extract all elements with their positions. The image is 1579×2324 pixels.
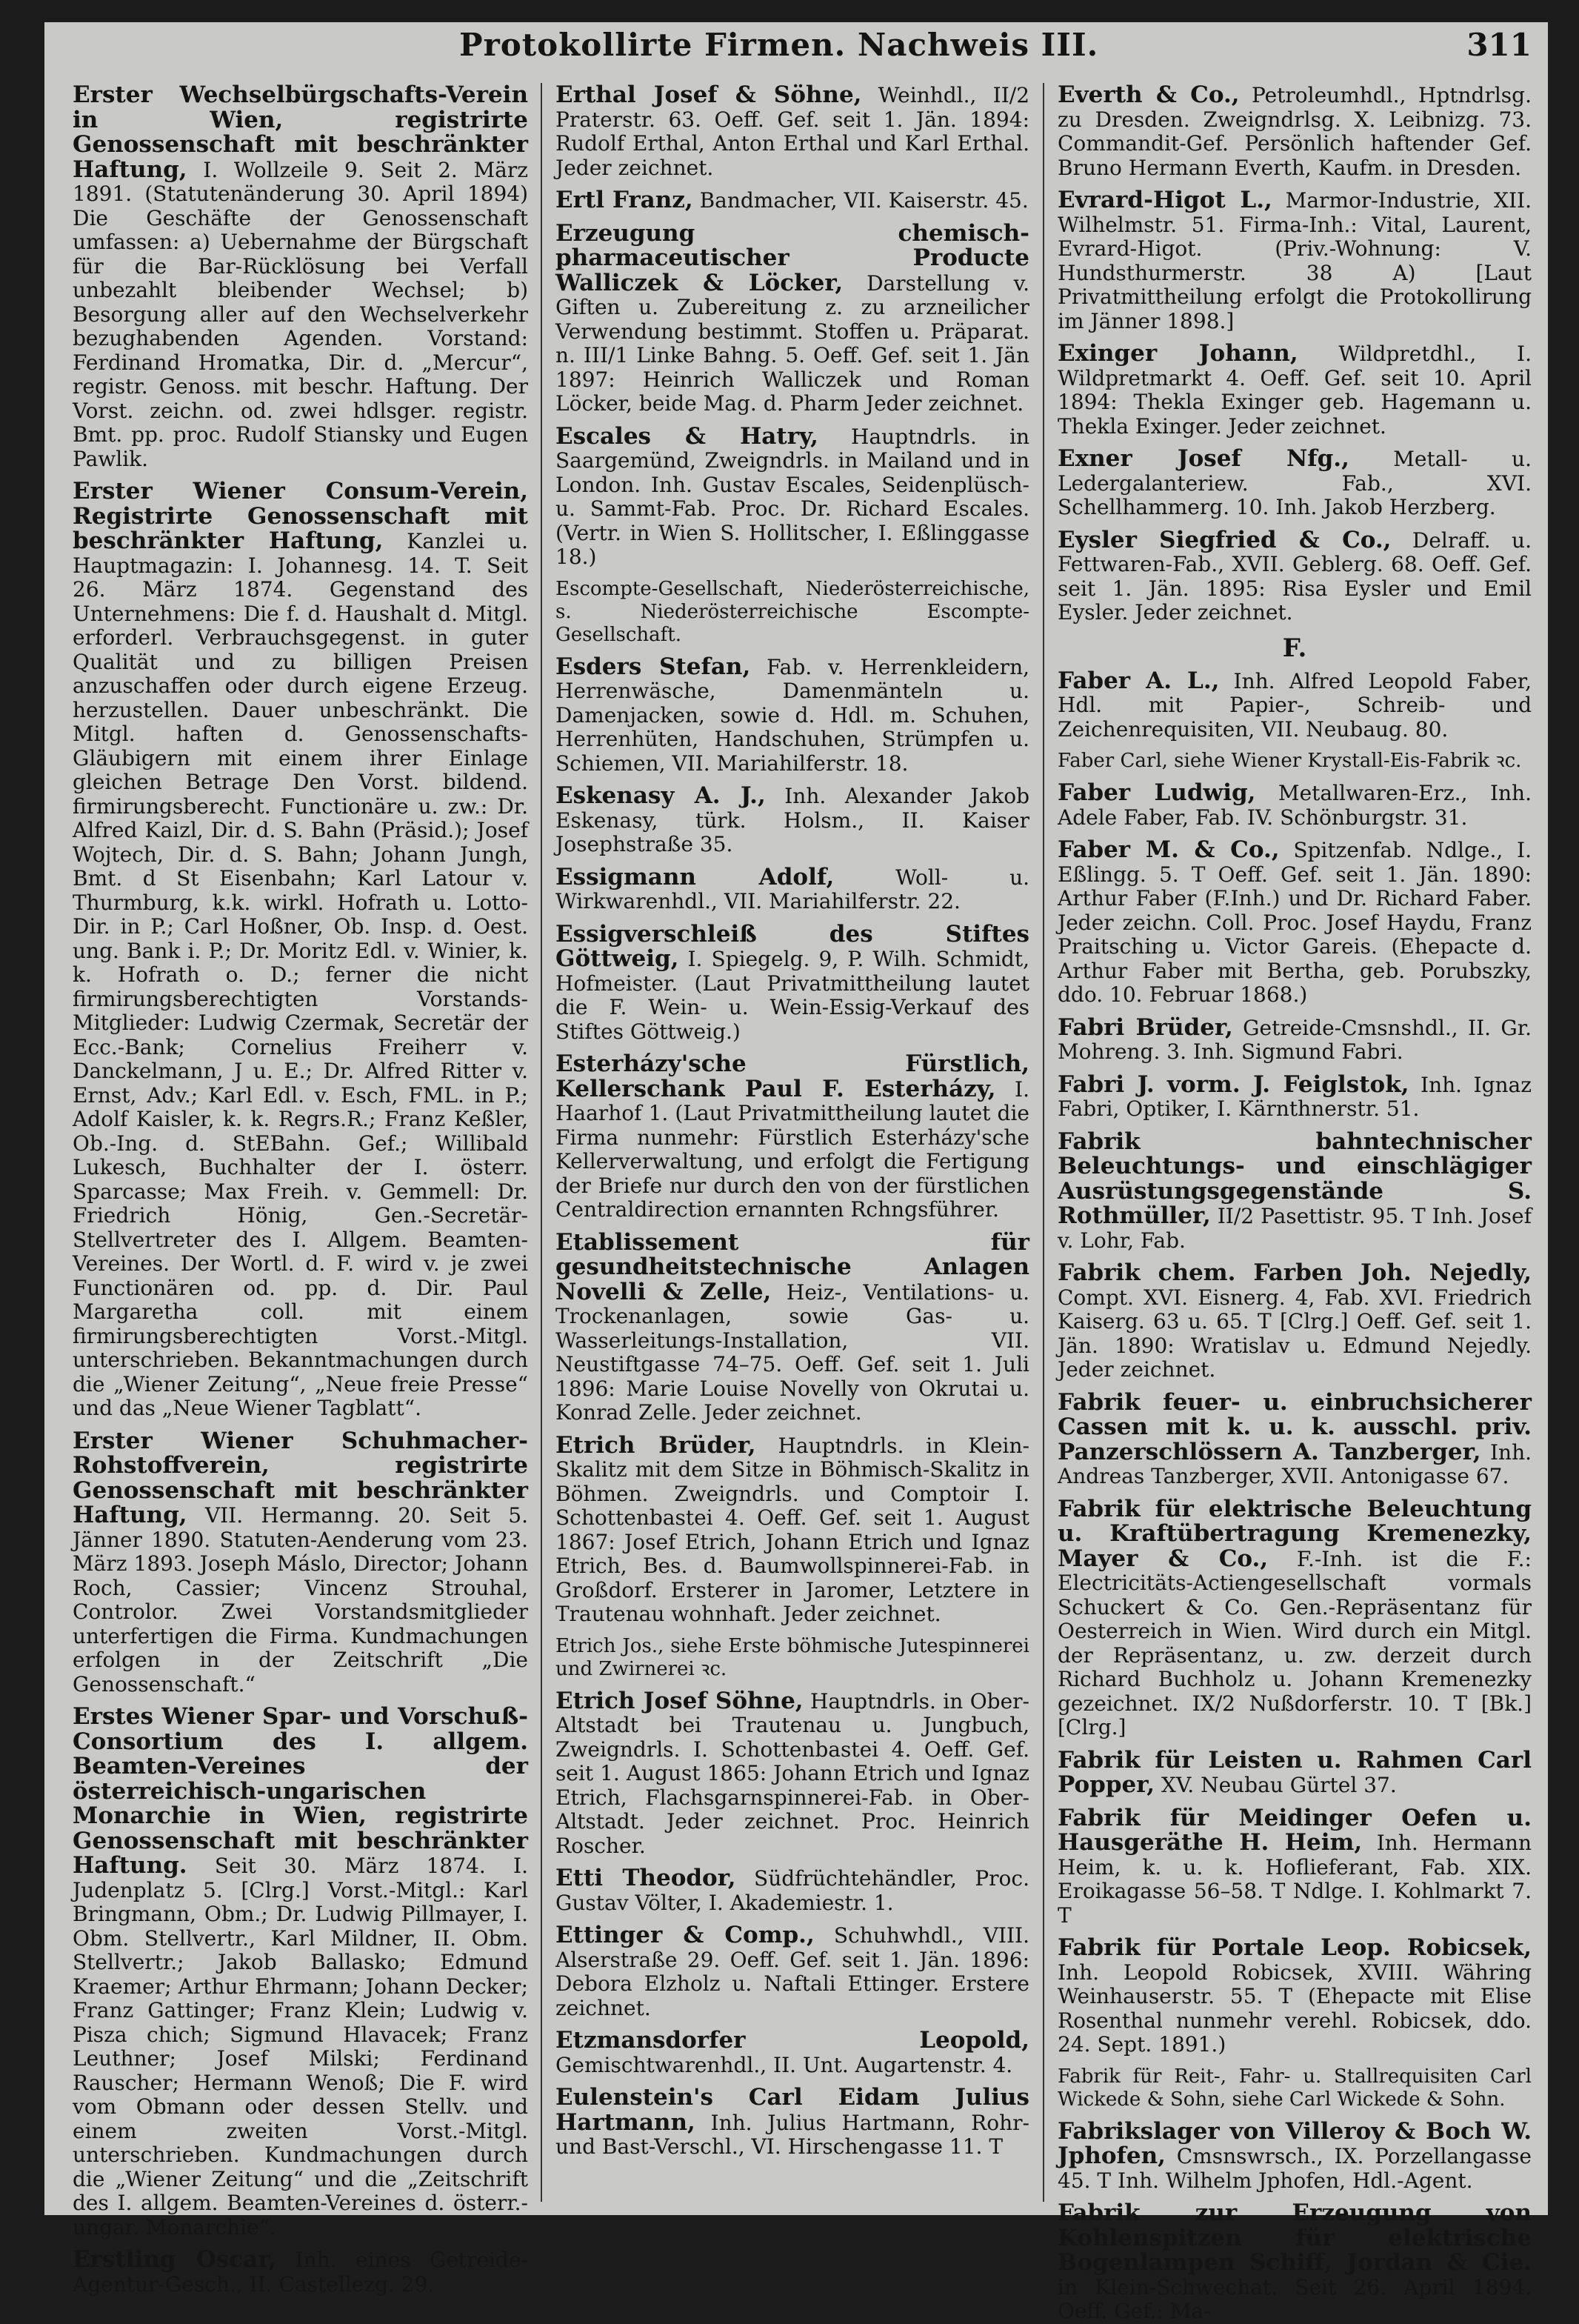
directory-entry xyxy=(1058,2201,1532,2324)
directory-entry xyxy=(1058,2117,1532,2194)
directory-entry xyxy=(555,922,1029,1045)
firm-name: Fabrik bahntechnischer Beleuchtungs- und einschlägiger Ausrüstungsgegenstände S. Rothmüller, xyxy=(1058,1128,1532,1229)
firm-name: Etzmansdorfer Leopold, xyxy=(555,2027,1029,2054)
firm-name: Esders Stefan, xyxy=(555,653,751,680)
firm-name: Erstes Wiener Spar- und Vorschuß-Consortium des I. allgem. Beamten-Vereines der österreichisch-ungarischen Monarchie in Wien, registrirte Genossenschaft mit beschränkter Haftung. xyxy=(73,1703,528,1879)
firm-name: Fabrik zur Erzeugung von Kohlenspitzen für elektrische Bogenlampen Schiff, Jordan & Cie. xyxy=(1058,2200,1532,2276)
entry-text: Inh. Leopold Robicsek, XVIII. Währing Weinhauserstr. 55. T (Ehepacte mit Elise Rosenthal nunmehr verehl. Robicsek, ddo. 24. Sept. 1891.) xyxy=(1058,1960,1532,2057)
entry-text: Inh. eines Getreide-Agentur-Gesch., II. Castellezg. 29. xyxy=(73,2248,528,2297)
directory-entry xyxy=(555,578,1029,647)
entry-text: Spitzenfab. Ndlge., I. Eßlingg. 5. T Oeff. Gef. seit 1. Jän. 1890: Arthur Faber (F.Inh.) und Dr. Richard Faber. Jeder zeichn. Coll. Proc. Josef Haydu, Franz Praitsching u. Victor Gareis. (Ehepacte d. Arthur Faber mit Bertha, geb. Porubszky, ddo. 10. Februar 1868.) xyxy=(1058,838,1532,1007)
directory-entry xyxy=(555,1635,1029,1681)
directory-entry xyxy=(1058,447,1532,520)
entry-text: Inh. Julius Hartmann, Rohr- und Bast-Verschl., VI. Hirschengasse 11. T xyxy=(555,2110,1029,2159)
entry-text: F.-Inh. ist die F.: Electricitäts-Actiengesellschaft vormals Schuckert & Co. Gen.-Repräsentanz für Oesterreich in Wien. Wird durch ein Mitgl. der Repräsentanz, u. zw. derzeit durch Richard Buchholz u. Johann Kremenezky gezeichnet. IX/2 Nußdorferstr. 10. T [Bk.] [Clrg.] xyxy=(1058,1546,1532,1739)
entry-text: Hauptndrls. in Saargemünd, Zweigndrls. in Mailand und in London. Inh. Gustav Escales, Seidenplüsch-u. Sammt-Fab. Proc. Dr. Richard Escales. (Vertr. in Wien S. Hollitscher, I. Eßlinggasse 18.) xyxy=(555,424,1029,569)
entry-text: Weinhdl., II/2 Praterstr. 63. Oeff. Gef. seit 1. Jän. 1894: Rudolf Erthal, Anton Erthal und Karl Erthal. Jeder zeichnet. xyxy=(555,83,1030,180)
firm-name: Erster Wiener Consum-Verein, Registrirte Genossenschaft mit beschränkter Haftung, xyxy=(73,478,528,554)
entry-text: Delraff. u. Fettwaren-Fab., XVII. Geblerg. 68. Oeff. Gef. seit 1. Jän. 1895: Risa Eysler und Emil Eysler. Jeder zeichnet. xyxy=(1058,527,1532,625)
firm-name: Escales & Hatry, xyxy=(555,422,818,450)
entry-text: in Klein-Schwechat. Seit 26. April 1894. Oeff. Gef.: Ma- xyxy=(1058,2274,1532,2323)
directory-entry xyxy=(1058,528,1532,625)
firm-name: Etablissement für gesundheitstechnische Anlagen Novelli & Zelle, xyxy=(555,1228,1029,1305)
firm-name: Etrich Josef Söhne, xyxy=(555,1687,804,1714)
firm-name: Fabrikslager von Villeroy & Boch W. Jphofen, xyxy=(1058,2117,1532,2169)
firm-name: Fabrik für Leisten u. Rahmen Carl Popper, xyxy=(1058,1746,1532,1798)
entry-text: Metall- u. Ledergalanteriew. Fab., XVI. Schellhammerg. 10. Inh. Jakob Herzberg. xyxy=(1058,447,1532,519)
firm-name: Erstling Oscar, xyxy=(73,2246,277,2273)
directory-entry xyxy=(1058,1936,1532,2057)
directory-entry xyxy=(1058,1261,1532,1382)
firm-name: Essigmann Adolf, xyxy=(555,863,835,890)
entry-text: Inh. Andreas Tanzberger, XVII. Antonigasse 67. xyxy=(1058,1439,1532,1488)
entry-text: Metallwaren-Erz., Inh. Adele Faber, Fab. IV. Schönburgstr. 31. xyxy=(1058,781,1532,830)
entry-text: Hauptndrls. in Klein-Skalitz mit dem Sitze in Böhmisch-Skalitz in Böhmen. Zweigndrls. und Comptoir I. Schottenbastei 4. Oeff. Gef. seit 1. August 1867: Josef Etrich, Johann Etrich und Ignaz Etrich, Bes. d. Baumwollspinnerei-Fab. in Großdorf. Ersterer in Jaromer, Letztere in Trautenau wohnhaft. Jeder zeichnet. xyxy=(555,1433,1030,1626)
directory-entry xyxy=(1058,1388,1532,1489)
firm-name: Erzeugung chemisch-pharmaceutischer Producte Walliczek & Löcker, xyxy=(555,219,1029,296)
directory-entry xyxy=(555,1866,1029,1915)
entry-text: Getreide-Cmsnshdl., II. Gr. Mohreng. 3. Inh. Sigmund Fabri. xyxy=(1058,1015,1532,1064)
directory-page xyxy=(44,22,1548,2323)
entry-text: VII. Hermanng. 20. Seit 5. Jänner 1890. Statuten-Aenderung vom 23. März 1893. Joseph Máslo, Director; Johann Roch, Cassier; Vincenz Strouhal, Controlor. Zwei Vorstandsmitglieder unterfertigen die Firma. Kundmachungen erfolgen in der Zeitschrift „Die Genossenschaft.“ xyxy=(73,1503,528,1697)
firm-name: Etrich Brüder, xyxy=(555,1431,756,1459)
directory-entry xyxy=(555,1923,1029,2020)
entry-text: XV. Neubau Gürtel 37. xyxy=(1155,1773,1397,1797)
firm-name: Fabrik für elektrische Beleuchtung u. Kraftübertragung Kremenezky, Mayer & Co., xyxy=(1058,1495,1532,1572)
entry-text: Hauptndrls. in Ober-Altstadt bei Trautenau u. Jungbuch, Zweigndrls. I. Schottenbastei 4. Oeff. Gef. seit 1. August 1865: Johann Etrich und Ignaz Etrich, Flachsgarnspinnerei-Fab. in Ober-Altstadt. Jeder zeichnet. Proc. Heinrich Roscher. xyxy=(555,1688,1029,1858)
firm-name: Fabrik für Meidinger Oefen u. Hausgeräthe H. Heim, xyxy=(1058,1804,1532,1856)
directory-entry xyxy=(1058,1497,1532,1740)
entry-text: Petroleumhdl., Hptndrlsg. zu Dresden. Zweigndrlsg. X. Leibnizg. 73. Commandit-Gef. Persönlich haftender Gef. Bruno Hermann Everth, Kaufm. in Dresden. xyxy=(1058,83,1532,180)
firm-name: Fabrik feuer- u. einbruchsicherer Cassen mit k. u. k. ausschl. priv. Panzerschlössern A. Tanzberger, xyxy=(1058,1388,1532,1465)
directory-entry xyxy=(1058,83,1532,180)
directory-entry xyxy=(73,2248,528,2297)
entry-text: Cmsnswrsch., IX. Porzellangasse 45. T Inh. Wilhelm Jphofen, Hdl.-Agent. xyxy=(1058,2144,1532,2193)
firm-name: Faber A. L., xyxy=(1058,667,1220,694)
entry-text: Inh. Alexander Jakob Eskenasy, türk. Holsm., II. Kaiser Josephstraße 35. xyxy=(555,784,1029,856)
entry-text: I. Haarhof 1. (Laut Privatmittheilung lautet die Firma nunmehr: Fürstlich Esterházy'sche Kellerverwaltung, und erfolgt die Fertigung der Briefe nur durch den von der fürstlichen Centraldirection ernannten Rchngsführer. xyxy=(555,1076,1029,1222)
page-title: Protokollirte Firmen. Nachweis III. xyxy=(459,27,1099,63)
directory-entry xyxy=(1058,838,1532,1008)
firm-name: Eulenstein's Carl Eidam Julius Hartmann, xyxy=(555,2084,1029,2136)
directory-entry xyxy=(555,2028,1029,2077)
directory-entry xyxy=(555,424,1029,570)
directory-entry xyxy=(1058,188,1532,333)
firm-name: Eysler Siegfried & Co., xyxy=(1058,526,1392,553)
firm-name: Faber Ludwig, xyxy=(1058,779,1256,806)
section-letter: F. xyxy=(1282,633,1307,663)
entry-text: II/2 Pasettistr. 95. T Inh. Josef v. Lohr, Fab. xyxy=(1058,1204,1532,1253)
directory-entry xyxy=(1058,750,1532,773)
firm-name: Faber M. & Co., xyxy=(1058,836,1280,863)
entry-text: Compt. XVI. Eisnerg. 4, Fab. XVI. Friedrich Kaiserg. 63 u. 65. T [Clrg.] Oeff. Gef. seit 1. Jän. 1890: Wratislav u. Edmund Nejedly. Jeder zeichnet. xyxy=(1058,1285,1532,1382)
firm-name: Erster Wiener Schuhmacher-Rohstoffverein, registrirte Genossenschaft mit beschränkter Haftung, xyxy=(73,1427,528,1528)
entry-text: Darstellung v. Giften u. Zubereitung z. zu arzneilicher Verwendung bestimmt. Stoffen u. Präparat. n. III/1 Linke Bahng. 5. Oeff. Gef. seit 1. Jän 1897: Heinrich Walliczek und Roman Löcker, beide Mag. d. Pharm Jeder zeichnet. xyxy=(555,270,1029,416)
firm-name: Essigverschleiß des Stiftes Göttweig, xyxy=(555,920,1029,972)
firm-name: Esterházy'sche Fürstlich, Kellerschank Paul F. Esterházy, xyxy=(555,1051,1029,1102)
directory-entry xyxy=(1058,1130,1532,1253)
entry-text: Inh. Ignaz Fabri, Optiker, I. Kärnthnerstr. 51. xyxy=(1058,1072,1532,1121)
directory-entry xyxy=(555,655,1029,776)
entry-text: Fabrik für Reit-, Fahr- u. Stallrequisiten Carl Wickede & Sohn, siehe Carl Wickede & Sohn. xyxy=(1058,2065,1532,2111)
directory-entry xyxy=(1058,2065,1532,2111)
column-divider-left xyxy=(541,83,542,2202)
firm-name: Exinger Johann, xyxy=(1058,340,1298,367)
firm-name: Fabri Brüder, xyxy=(1058,1013,1233,1041)
directory-entry xyxy=(1058,342,1532,439)
column-divider-right xyxy=(1043,83,1044,2202)
entry-text: Heiz-, Ventilations- u. Trockenanlagen, sowie Gas- u. Wasserleitungs-Installation, VII. Neustiftgasse 74–75. Oeff. Gef. seit 1. Juli 1896: Marie Louise Novelly von Okrutai u. Konrad Zelle. Jeder zeichnet. xyxy=(555,1279,1030,1425)
directory-entry xyxy=(73,83,528,471)
directory-entry xyxy=(1058,1806,1532,1928)
directory-entry xyxy=(1058,1748,1532,1798)
directory-entry xyxy=(555,2085,1029,2160)
firm-name: Fabri J. vorm. J. Feiglstok, xyxy=(1058,1071,1409,1098)
directory-entry xyxy=(555,188,1029,213)
firm-name: Exner Josef Nfg., xyxy=(1058,445,1349,472)
directory-entry xyxy=(73,1705,528,2240)
column-2 xyxy=(555,83,1029,2202)
page-header xyxy=(44,22,1548,67)
entry-text: Inh. Alfred Leopold Faber, Hdl. mit Papier-, Schreib- und Zeichenrequisiten, VII. Neubaug. 80. xyxy=(1058,668,1532,742)
directory-entry xyxy=(555,1052,1029,1222)
entry-text: Woll- u. Wirkwarenhdl., VII. Mariahilferstr. 22. xyxy=(555,865,1030,913)
column-1 xyxy=(73,81,528,2297)
directory-entry xyxy=(555,219,1029,416)
firm-name: Etti Theodor, xyxy=(555,1865,736,1891)
firm-name: Eskenasy A. J., xyxy=(555,782,766,809)
firm-name: Ettinger & Comp., xyxy=(555,1922,815,1948)
entry-text: Bandmacher, VII. Kaiserstr. 45. xyxy=(692,188,1029,213)
entry-text: Faber Carl, siehe Wiener Krystall-Eis-Fabrik ꝛc. xyxy=(1058,750,1522,772)
entry-text: Wildpretdhl., I. Wildpretmarkt 4. Oeff. Gef. seit 10. April 1894: Thekla Exinger geb. Hagemann u. Thekla Exinger. Jeder zeichnet. xyxy=(1058,342,1532,439)
directory-entry xyxy=(555,1689,1029,1859)
directory-entry xyxy=(555,1228,1030,1425)
entry-text: Etrich Jos., siehe Erste böhmische Jutespinnerei und Zwirnerei ꝛc. xyxy=(555,1634,1029,1680)
firm-name: Evrard-Higot L., xyxy=(1058,187,1272,213)
firm-name: Ertl Franz, xyxy=(555,187,693,213)
entry-text: Gemischtwarenhdl., II. Unt. Augartenstr. 4. xyxy=(555,2052,1013,2077)
directory-entry xyxy=(1058,1073,1532,1122)
directory-entry xyxy=(555,1431,1030,1627)
entry-text: Fab. v. Herrenkleidern, Herrenwäsche, Damenmänteln u. Damenjacken, sowie d. Hdl. m. Schuhen, Herrenhüten, Handschuhen, Strümpfen u. Schiemen, VII. Mariahilferstr. 18. xyxy=(555,654,1030,776)
directory-entry xyxy=(73,1429,528,1697)
firm-name: Erthal Josef & Söhne, xyxy=(555,81,862,108)
directory-entry xyxy=(1058,1013,1532,1065)
directory-entry xyxy=(555,83,1029,180)
entry-text: I. Wollzeile 9. Seit 2. März 1891. (Statutenänderung 30. April 1894) Die Geschäfte der Genossenschaft umfassen: a) Uebernahme der Bürgschaft für die Bar-Rücklösung bei Verfall unbezahlt bleibender Wechsel; b) Besorgung aller auf den Wechselverkehr bezughabenden Agenden. Vorstand: Ferdinand Hromatka, Dir. d. „Mercur“, registr. Genoss. mit beschr. Haftung. Der Vorst. zeichn. od. zwei hdlsger. registr. Bmt. pp. proc. Rudolf Stiansky und Eugen Pawlik. xyxy=(73,157,528,471)
entry-text: Kanzlei u. Hauptmagazin: I. Johannesg. 14. T. Seit 26. März 1874. Gegenstand des Unternehmens: Die f. d. Haushalt d. Mitgl. erforderl. Verbrauchsgegenst. in guter Qualität und zu billigen Preisen anzuschaffen oder durch eigene Erzeug. herzustellen. Dauer unbeschränkt. Die Mitgl. haften d. Genossenschafts-Gläubigern mit einem ihrer Einlage gleichen Betrage Den Vorst. bildend. firmirungsberecht. Functionäre u. zw.: Dr. Alfred Kaizl, Dir. d. S. Bahn (Präsid.); Josef Wojtech, Dir. d. S. Bahn; Johann Jungh, Bmt. d St Eisenbahn; Karl Latour v. Thurmburg, k.k. wirkl. Hofrath u. Lotto-Dir. in P.; Carl Hoßner, Ob. Insp. d. Oest. ung. Bank i. P.; Dr. Moritz Edl. v. Winier, k. k. Hofrath o. D.; ferner die nicht firmirungsberechtigten Vorstands-Mitglieder: Ludwig Czermak, Secretär der Ecc.-Bank; Cornelius Freiherr v. Danckelmann, J u. E.; Dr. Alfred Ritter v. Ernst, Adv.; Karl Edl. v. Esch, FML. in P.; Adolf Kaisler, k. k. Regrs.R.; Franz Keßler, Ob.-Ing. d. StEBahn. Gef.; Willibald Lukesch, Buchhalter der I. österr. Sparcasse; Max Freih. v. Gemmell: Dr. Friedrich Hönig, Gen.-Secretär-Stellvertreter des I. Allgem. Beamten-Vereines. Der Wortl. d. F. wird v. je zwei Functionären od. pp. d. Dir. Paul Margaretha coll. mit einem firmirungsberechtigten Vorst.-Mitgl. unterschrieben. Bekanntmachungen durch die „Wiener Zeitung“, „Neue freie Presse“ und das „Neue Wiener Tagblatt“. xyxy=(73,529,528,1420)
firm-name: Fabrik für Portale Leop. Robicsek, xyxy=(1058,1934,1532,1961)
page-number: 311 xyxy=(1466,27,1532,63)
entry-text: Escompte-Gesellschaft, Niederösterreichische, s. Niederösterreichische Escompte-Gesellschaft. xyxy=(555,577,1029,646)
entry-text: Schuhwhdl., VIII. Alserstraße 29. Oeff. Gef. seit 1. Jän. 1896: Debora Elzholz u. Naftali Ettinger. Erstere zeichnet. xyxy=(555,1923,1029,2020)
directory-entry xyxy=(1058,669,1532,742)
entry-text: I. Spiegelg. 9, P. Wilh. Schmidt, Hofmeister. (Laut Privatmittheilung lautet die F. Wein- u. Wein-Essig-Verkauf des Stiftes Göttweig.) xyxy=(555,947,1029,1044)
directory-entry xyxy=(555,784,1029,857)
directory-entry xyxy=(1058,781,1532,830)
firm-name: Erster Wechselbürgschafts-Verein in Wien, registrirte Genossenschaft mit beschränkter Haftung, xyxy=(73,81,528,183)
firm-name: Fabrik chem. Farben Joh. Nejedly, xyxy=(1058,1259,1532,1286)
column-3 xyxy=(1058,81,1532,2323)
entry-text: Inh. Hermann Heim, k. u. k. Hoflieferant, Fab. XIX. Eroikagasse 56–58. T Ndlge. I. Kohlmarkt 7. T xyxy=(1058,1831,1532,1928)
firm-name: Everth & Co., xyxy=(1058,81,1240,108)
entry-text: Südfrüchtehändler, Proc. Gustav Völter, I. Akademiestr. 1. xyxy=(555,1866,1029,1915)
entry-text: Marmor-Industrie, XII. Wilhelmstr. 51. Firma-Inh.: Vital, Laurent, Evrard-Higot. (Priv.-Wohnung: V. Hundsthurmerstr. 38 A) [Laut Privatmittheilung erfolgt die Protokollirung im Jänner 1898.] xyxy=(1058,188,1532,333)
entry-text: Seit 30. März 1874. I. Judenplatz 5. [Clrg.] Vorst.-Mitgl.: Karl Bringmann, Obm.; Dr. Ludwig Pillmayer, I. Obm. Stellvertr., Karl Mildner, II. Obm. Stellvertr.; Jakob Ballasko; Edmund Kraemer; Arthur Ehrmann; Johann Decker; Franz Gattinger; Franz Klein; Ludwig v. Pisza chich; Sigmund Hlavacek; Franz Leuthner; Josef Milski; Ferdinand Rauscher; Hermann Wenoß; Die F. wird vom Obmann oder dessen Stellv. und einem zweiten Vorst.-Mitgl. unterschrieben. Kundmachungen durch die „Wiener Zeitung“ und die „Zeitschrift des I. allgem. Beamten-Vereines d. österr.-ungar. Monarchie“. xyxy=(73,1854,528,2240)
directory-entry xyxy=(73,479,528,1421)
directory-entry xyxy=(555,865,1029,914)
